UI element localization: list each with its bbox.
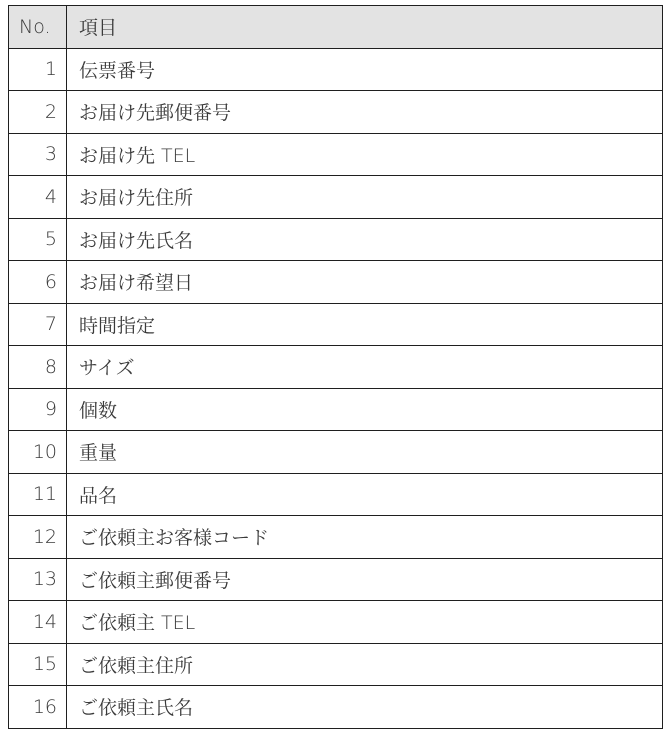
row-number: 16	[9, 686, 67, 729]
table-row	[9, 558, 663, 601]
table-row	[9, 516, 663, 559]
row-number: 10	[9, 431, 67, 474]
header-row	[9, 6, 663, 49]
row-item-name: ご依頼主郵便番号	[67, 558, 663, 601]
header-item: 項目	[67, 6, 663, 49]
table-row	[9, 431, 663, 474]
row-item-name: 品名	[67, 473, 663, 516]
table-row	[9, 601, 663, 644]
row-item-name: お届け先郵便番号	[67, 91, 663, 134]
table-body	[9, 48, 663, 728]
row-item-name: ご依頼主 TEL	[67, 601, 663, 644]
row-item-name: お届け先 TEL	[67, 133, 663, 176]
row-number: 12	[9, 516, 67, 559]
row-number: 11	[9, 473, 67, 516]
table-row	[9, 346, 663, 389]
row-number: 7	[9, 303, 67, 346]
row-number: 4	[9, 176, 67, 219]
row-number: 13	[9, 558, 67, 601]
row-number: 5	[9, 218, 67, 261]
table-row	[9, 473, 663, 516]
row-item-name: 時間指定	[67, 303, 663, 346]
table-row	[9, 686, 663, 729]
row-item-name: ご依頼主住所	[67, 643, 663, 686]
row-number: 1	[9, 48, 67, 91]
table-row	[9, 91, 663, 134]
row-number: 6	[9, 261, 67, 304]
table-row	[9, 48, 663, 91]
row-item-name: 伝票番号	[67, 48, 663, 91]
row-item-name: ご依頼主お客様コード	[67, 516, 663, 559]
row-item-name: お届け先住所	[67, 176, 663, 219]
fields-table	[8, 5, 663, 729]
row-item-name: 重量	[67, 431, 663, 474]
row-item-name: 個数	[67, 388, 663, 431]
row-number: 3	[9, 133, 67, 176]
header-no: No.	[9, 6, 67, 49]
row-number: 2	[9, 91, 67, 134]
row-number: 8	[9, 346, 67, 389]
table-row	[9, 176, 663, 219]
row-number: 14	[9, 601, 67, 644]
row-number: 9	[9, 388, 67, 431]
table-row	[9, 133, 663, 176]
table-row	[9, 388, 663, 431]
row-item-name: サイズ	[67, 346, 663, 389]
table-row	[9, 643, 663, 686]
table-row	[9, 261, 663, 304]
table-header	[9, 6, 663, 49]
table-row	[9, 218, 663, 261]
row-item-name: お届け先氏名	[67, 218, 663, 261]
row-number: 15	[9, 643, 67, 686]
row-item-name: ご依頼主氏名	[67, 686, 663, 729]
row-item-name: お届け希望日	[67, 261, 663, 304]
table-row	[9, 303, 663, 346]
